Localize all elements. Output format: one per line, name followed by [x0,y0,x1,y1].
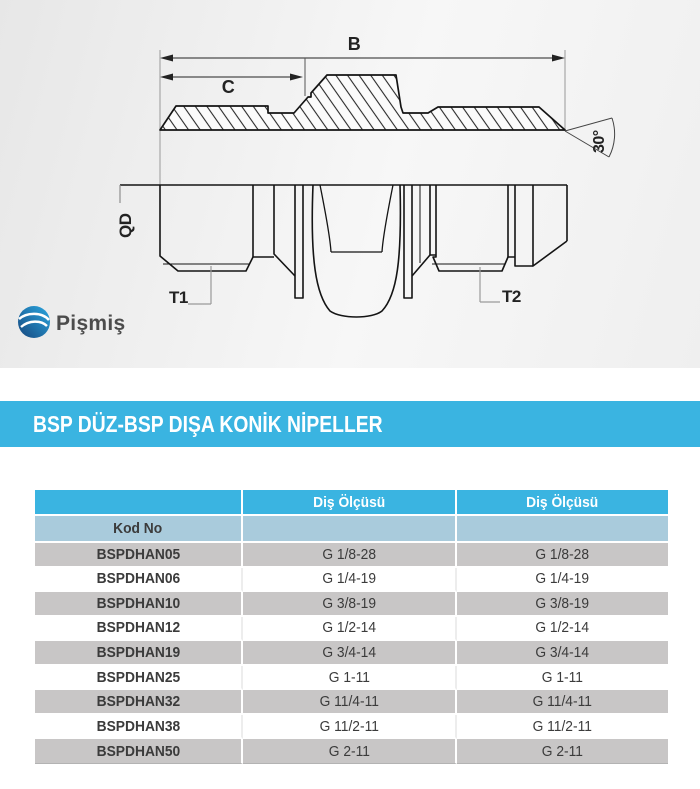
thread-size-t2-cell: G 1-11 [457,666,668,691]
code-cell: BSPDHAN50 [35,739,243,764]
code-cell: BSPDHAN38 [35,715,243,740]
header-empty-cell [35,490,243,516]
table-row [35,543,668,568]
table-row [35,617,668,642]
thread-size-t2-cell: G 3/4-14 [457,641,668,666]
code-cell: BSPDHAN12 [35,617,243,642]
thread-size-t1-cell: G 1/8-28 [243,543,457,568]
thread-size-t2-cell: G 3/8-19 [457,592,668,617]
company-logo [18,306,126,338]
subheader-empty-cell [457,516,668,543]
thread-size-t1-cell: G 11/4-11 [243,690,457,715]
code-cell: BSPDHAN32 [35,690,243,715]
header-dis-olcusu-2: Diş Ölçüsü [457,490,668,516]
t1-label: T1 [169,288,188,307]
table-row [35,592,668,617]
table-row [35,690,668,715]
dimension-b [160,55,565,62]
thread-size-t1-cell: G 2-11 [243,739,457,764]
section-profile [160,75,565,130]
table-row [35,739,668,764]
thread-size-t1-cell: G 1/4-19 [243,568,457,593]
t2-label: T2 [502,287,521,306]
thread-size-t1-cell: G 1-11 [243,666,457,691]
technical-drawing-area [0,0,700,368]
table-row [35,666,668,691]
code-cell: BSPDHAN19 [35,641,243,666]
dimension-label-b: B [347,34,361,54]
thread-size-t1-cell: G 3/4-14 [243,641,457,666]
dimension-label-c: C [221,77,235,97]
chamfer-angle-label: 30° [591,130,608,153]
product-table [35,490,668,764]
section-title-bar [0,401,700,447]
fitting-drawing [0,0,700,368]
code-cell: BSPDHAN25 [35,666,243,691]
thread-size-t1-cell: G 1/2-14 [243,617,457,642]
t2-leader [480,267,500,302]
thread-size-t2-cell: G 1/2-14 [457,617,668,642]
subheader-kod-no-cell: Kod No [35,516,243,543]
thread-size-t2-cell: G 1/4-19 [457,568,668,593]
thread-size-t2-cell: G 11/4-11 [457,690,668,715]
thread-size-t2-cell: G 2-11 [457,739,668,764]
code-cell: BSPDHAN05 [35,543,243,568]
thread-size-t1-cell: G 3/8-19 [243,592,457,617]
dimension-label-qd: QD [116,213,135,238]
thread-size-t1-cell: G 11/2-11 [243,715,457,740]
table-row [35,568,668,593]
subheader-empty-cell [243,516,457,543]
table-row [35,715,668,740]
code-cell: BSPDHAN06 [35,568,243,593]
table-row [35,641,668,666]
table-header-row [35,490,668,516]
header-dis-olcusu-1: Diş Ölçüsü [243,490,457,516]
thread-size-t2-cell: G 11/2-11 [457,715,668,740]
table-subheader-row [35,516,668,543]
logo-text: Pişmiş [56,312,126,335]
section-title: BSP DÜZ-BSP DIŞA KONİK NİPELLER [33,411,383,437]
thread-size-t2-cell: G 1/8-28 [457,543,668,568]
code-cell: BSPDHAN10 [35,592,243,617]
